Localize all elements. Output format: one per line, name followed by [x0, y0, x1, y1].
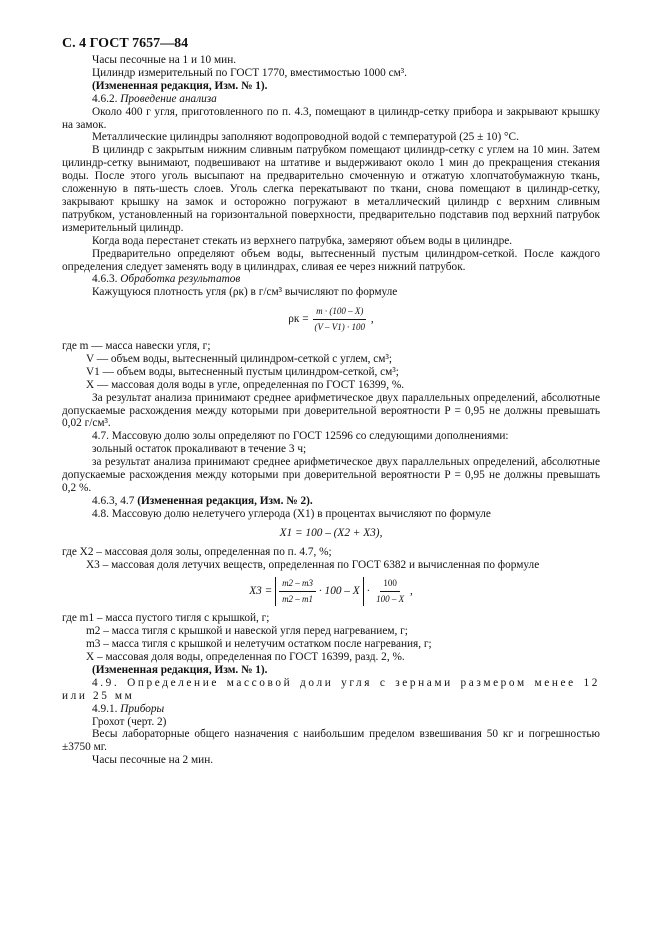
definition-line: V — объем воды, вытесненный цилиндром-сеткой с углем, см³; — [86, 352, 392, 365]
formula-lhs: X3 = — [249, 585, 273, 598]
paragraph: Весы лабораторные общего назначения с наибольшим пределом взвешивания 50 кг и погрешностью ±3750 мг. — [62, 728, 600, 754]
section-title: Проведение анализа — [120, 92, 217, 105]
definition-line: V1 — объем воды, вытесненный пустым цилиндром-сеткой, см³; — [86, 365, 399, 378]
formula-denominator: (V – V1) · 100 — [314, 322, 366, 333]
formula-middle: · 100 – X — [318, 585, 360, 598]
definition-label: где m — — [62, 340, 103, 353]
formula-denominator: m2 – m1 — [282, 594, 314, 605]
paragraph: Часы песочные на 2 мин. — [92, 754, 214, 767]
formula-denominator: 100 – X — [376, 594, 405, 605]
formula-density — [62, 305, 600, 334]
section-heading — [62, 703, 600, 716]
definition-line: m2 – масса тигля с крышкой и навеской угля перед нагреванием, г; — [86, 625, 408, 638]
definition-line — [62, 340, 600, 353]
formula-bracket — [275, 577, 364, 606]
section-number: 4.9.1. — [92, 702, 118, 715]
paragraph: В цилиндр с закрытым нижним сливным патрубком помещают цилиндр-сетку с углем на 10 мин. Затем цилиндр-сетку вынимают, подвешивают на штативе и выдерживают около 1 мин до прекращения стекания воды. После этого уголь высыпают на предварительно смоченную и отжатую хлопчатобумажную ткань, сложенную в пять-шесть слоев. Уголь слегка перекатывают по ткани, снова помещают в цилиндр-сетку, закрывают крышку на замок и осторожно погружают в металлический цилиндр с верхним сливным патрубком, установленный на горизонтальной поверхности, предварительно подставив под верхний патрубок измерительный цилиндр. — [62, 144, 600, 234]
formula-tail: , — [370, 313, 374, 326]
section-heading — [62, 273, 600, 286]
amendment-note — [62, 495, 600, 508]
amendment-note: (Измененная редакция, Изм. № 1). — [92, 663, 268, 676]
amendment-sections: 4.6.3, 4.7 — [92, 494, 135, 507]
paragraph: Кажущуюся плотность угля (ρк) в г/см³ вычисляют по формуле — [92, 286, 398, 299]
formula-fraction — [373, 577, 407, 606]
paragraph: Около 400 г угля, приготовленного по п. 4.3, помещают в цилиндр-сетку прибора и закрывают крышку на замок. — [62, 105, 600, 131]
formula-fraction — [279, 577, 316, 606]
paragraph: Металлические цилиндры заполняют водопроводной водой с температурой (25 ± 10) °С. — [92, 131, 519, 144]
definition-line: где X2 – массовая доля золы, определенная по п. 4.7, %; — [62, 545, 332, 558]
amendment-note: (Измененная редакция, Изм. № 1). — [92, 79, 268, 92]
definition-line: X3 – массовая доля летучих веществ, определенная по ГОСТ 6382 и вычисленная по формуле — [86, 558, 540, 571]
section-number: 4.6.2. — [92, 92, 118, 105]
formula-fraction — [311, 305, 368, 334]
paragraph: За результат анализа принимают среднее арифметическое двух параллельных определений, абсолютные допускаемые расхождения между которыми при доверительной вероятности P = 0,95 не должны превышать 0,02 г/см³. — [62, 391, 600, 430]
section-number: 4.6.3. — [92, 273, 118, 286]
paragraph: за результат анализа принимают среднее арифметическое двух параллельных определений, абсолютные допускаемые расхождения между которыми при доверительной вероятности P = 0,95 не должны превышать 0,2 %. — [62, 456, 600, 494]
definition-line: X — массовая доля воды в угле, определенная по ГОСТ 16399, %. — [86, 378, 405, 391]
text-line: Часы песочные на 1 и 10 мин. — [92, 54, 237, 66]
formula-tail: , — [409, 585, 413, 598]
formula-volatile: X3 = $\frac{m2 - m3}{m2 - m1}$ · 100 – X · $\frac{100}{100 - X}$ , — [249, 578, 413, 605]
paragraph: Когда вода перестанет стекать из верхнего патрубка, замеряют объем воды в цилиндре. — [92, 234, 513, 247]
text-line: Цилиндр измерительный по ГОСТ 1770, вместимостью 1000 см³. — [92, 66, 407, 79]
paragraph: Грохот (черт. 2) — [92, 715, 167, 728]
formula-lhs: ρк = — [288, 313, 309, 326]
document-body — [62, 54, 600, 767]
paragraph: зольный остаток прокаливают в течение 3 ч; — [92, 443, 307, 456]
paragraph: 4.8. Массовую долю нелетучего углерода (X1) в процентах вычисляют по формуле — [92, 507, 491, 520]
section-title: Приборы — [120, 702, 165, 715]
formula-numerator: 100 — [380, 577, 400, 592]
page-header: С. 4 ГОСТ 7657—84 — [62, 36, 189, 51]
section-heading — [62, 93, 600, 106]
paragraph: Предварительно определяют объем воды, вытесненный пустым цилиндром-сеткой. После каждого определения следует заменять воду в цилиндрах, сливая ее через нижний патрубок. — [62, 247, 600, 273]
formula-numerator: m · (100 – X) — [313, 305, 366, 320]
definition-text: масса навески угля, г; — [105, 340, 211, 353]
definition-line: m3 – масса тигля с крышкой и нелетучим остатком после нагревания, г; — [86, 638, 432, 651]
definition-line: X – массовая доля воды, определенная по ГОСТ 16399, разд. 2, %. — [86, 650, 405, 663]
paragraph: 4.7. Массовую долю золы определяют по ГОСТ 12596 со следующими дополнениями: — [92, 430, 509, 443]
section-heading: 4.9. Определение массовой доли угля с зернами размером менее 12 или 25 мм — [62, 676, 600, 702]
definition-line: где m1 – масса пустого тигля с крышкой, г; — [62, 612, 270, 625]
section-title: Обработка результатов — [120, 273, 241, 286]
formula-carbon: X1 = 100 – (X2 + X3), — [279, 526, 383, 539]
amendment-label: (Измененная редакция, Изм. № 2). — [137, 494, 313, 507]
formula-numerator: m2 – m3 — [279, 577, 316, 592]
